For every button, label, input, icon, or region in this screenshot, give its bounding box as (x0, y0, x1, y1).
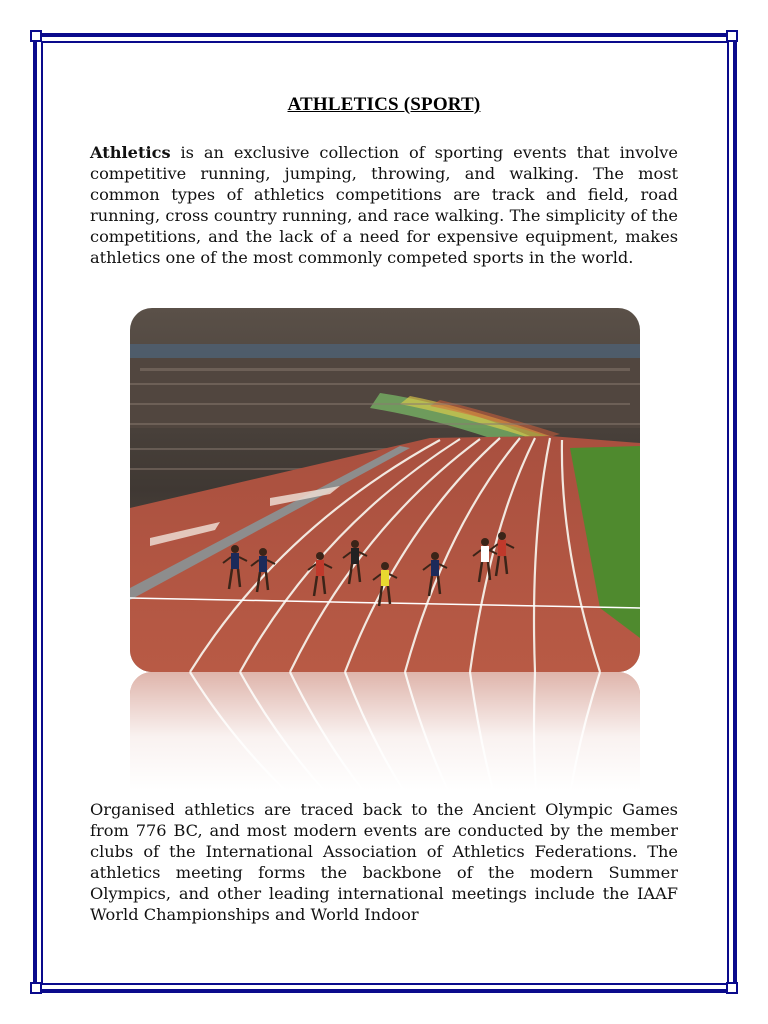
intro-paragraph (90, 142, 678, 268)
document-title: ATHLETICS (SPORT) (287, 94, 481, 115)
intro-text: is an exclusive collection of sporting events that involve competitive running, jumping, throwing, and walking. The most common types of athletics competitions are track and field, road running, cross country running, and race walking. The simplicity of the competitions, and the lack of a need for expensive equipment, makes athletics one of the most commonly competed sports in the world. (90, 143, 678, 267)
history-paragraph: Organised athletics are traced back to the Ancient Olympic Games from 776 BC, and most modern events are conducted by the member clubs of the International Association of Athletics Federations. The athletics meeting forms the backbone of the modern Summer Olympics, and other leading international meetings include the IAAF World Championships and World Indoor (90, 800, 678, 924)
reflection-fade (130, 672, 640, 790)
sprint-race-photo (130, 308, 640, 672)
border-corner-ornament (726, 982, 738, 994)
border-corner-ornament (30, 30, 42, 42)
border-corner-ornament (726, 30, 738, 42)
intro-term: Athletics (90, 143, 171, 162)
border-corner-ornament (30, 982, 42, 994)
photo-reflection (130, 672, 640, 790)
